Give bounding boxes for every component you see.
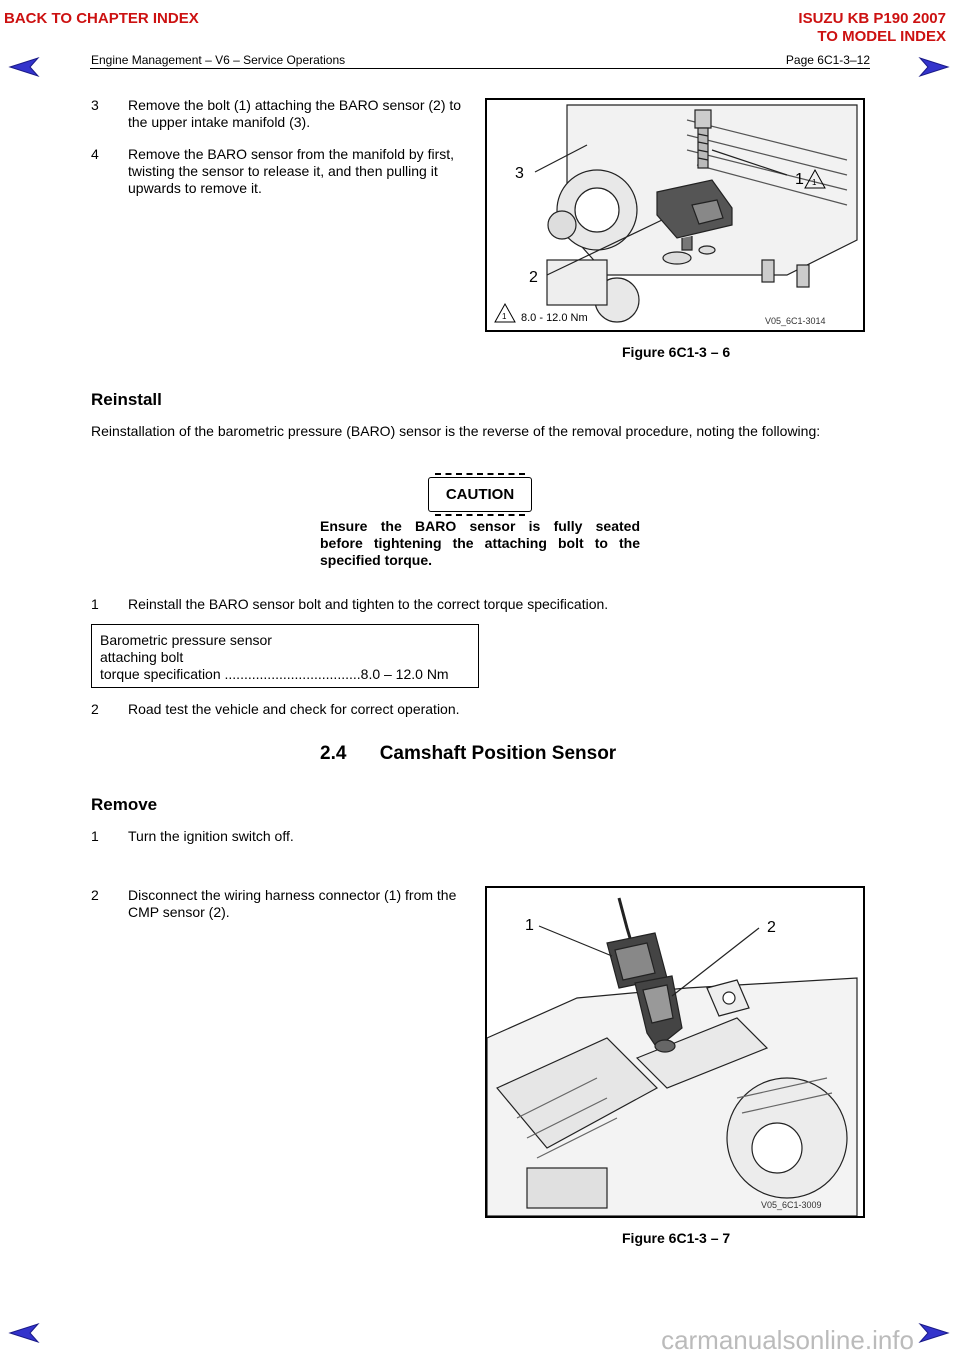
triangle-label: 1 xyxy=(812,178,817,187)
step-text: Turn the ignition switch off. xyxy=(128,828,294,844)
prev-page-arrow-icon[interactable] xyxy=(8,1322,40,1344)
callout-3: 3 xyxy=(515,165,524,182)
section-number: 2.4 xyxy=(320,743,347,764)
step-number: 3 xyxy=(91,97,99,113)
figure2-caption: Figure 6C1-3 – 7 xyxy=(622,1230,731,1246)
callout-2: 2 xyxy=(529,269,538,286)
step-line: Remove the BARO sensor from the manifold by first, xyxy=(128,146,455,162)
figure-baro-sensor xyxy=(485,98,865,332)
step-number: 2 xyxy=(91,887,99,903)
caution-line: specified torque. xyxy=(320,552,433,568)
section-name: Camshaft Position Sensor xyxy=(379,743,617,764)
next-page-arrow-icon[interactable] xyxy=(918,56,950,78)
reinstall-heading: Reinstall xyxy=(91,390,162,409)
step-line: Disconnect the wiring harness connector (1) from the xyxy=(128,887,457,903)
step-line: Remove the bolt (1) attaching the BARO sensor (2) to xyxy=(128,97,462,113)
spec-line: attaching bolt xyxy=(100,649,184,665)
header-rule xyxy=(90,68,870,69)
torque-note: 8.0 - 12.0 Nm xyxy=(521,312,588,324)
step-line: twisting the sensor to release it, and then pulling it xyxy=(128,163,438,179)
figure-cmp-sensor xyxy=(485,886,865,1218)
step-text xyxy=(128,887,456,921)
remove-heading: Remove xyxy=(91,795,158,814)
triangle-label: 1 xyxy=(502,312,507,321)
page-number: Page 6C1-3–12 xyxy=(785,53,870,67)
step-number: 4 xyxy=(91,146,99,162)
caution-line: before tightening the attaching bolt to the xyxy=(320,535,640,551)
caution-text xyxy=(320,518,640,569)
callout-2: 2 xyxy=(767,919,776,936)
callout-1: 1 xyxy=(525,917,534,934)
model-title-link[interactable]: ISUZU KB P190 2007 xyxy=(798,10,946,27)
next-page-arrow-icon[interactable] xyxy=(918,1322,950,1344)
reinstall-intro: Reinstallation of the barometric pressure (BARO) sensor is the reverse of the removal procedure, noting the following: xyxy=(91,423,821,439)
callout-1: 1 xyxy=(795,171,804,188)
caution-line: Ensure the BARO sensor is fully seated xyxy=(320,518,640,534)
step-number: 2 xyxy=(91,701,99,717)
step-line: CMP sensor (2). xyxy=(128,904,230,920)
back-to-chapter-index-link[interactable]: BACK TO CHAPTER INDEX xyxy=(4,10,199,27)
step-text: Road test the vehicle and check for correct operation. xyxy=(128,701,460,717)
step-text xyxy=(128,146,454,197)
to-model-index-link[interactable]: TO MODEL INDEX xyxy=(817,28,946,45)
torque-spec-box xyxy=(91,624,479,688)
cmp-sensor-illustration xyxy=(487,888,863,1216)
step-line: the upper intake manifold (3). xyxy=(128,114,311,130)
watermark: carmanualsonline.info xyxy=(661,1325,914,1355)
step-text: Reinstall the BARO sensor bolt and tighten to the correct torque specification. xyxy=(128,596,609,612)
page-header-title: Engine Management – V6 – Service Operations xyxy=(91,53,346,67)
step-line: upwards to remove it. xyxy=(128,180,262,196)
figure1-caption: Figure 6C1-3 – 6 xyxy=(622,344,731,360)
spec-line: torque specification ...................................8.0 – 12.0 Nm xyxy=(100,666,449,682)
prev-page-arrow-icon[interactable] xyxy=(8,56,40,78)
step-number: 1 xyxy=(91,828,99,844)
caution-label: CAUTION xyxy=(445,486,515,503)
section-title xyxy=(320,743,616,765)
step-number: 1 xyxy=(91,596,99,612)
caution-badge xyxy=(428,477,532,512)
figure-code: V05_6C1-3009 xyxy=(761,1200,822,1210)
spec-line: Barometric pressure sensor xyxy=(100,632,272,648)
figure-code: V05_6C1-3014 xyxy=(765,316,826,326)
baro-sensor-illustration xyxy=(487,100,863,330)
step-text xyxy=(128,97,461,131)
